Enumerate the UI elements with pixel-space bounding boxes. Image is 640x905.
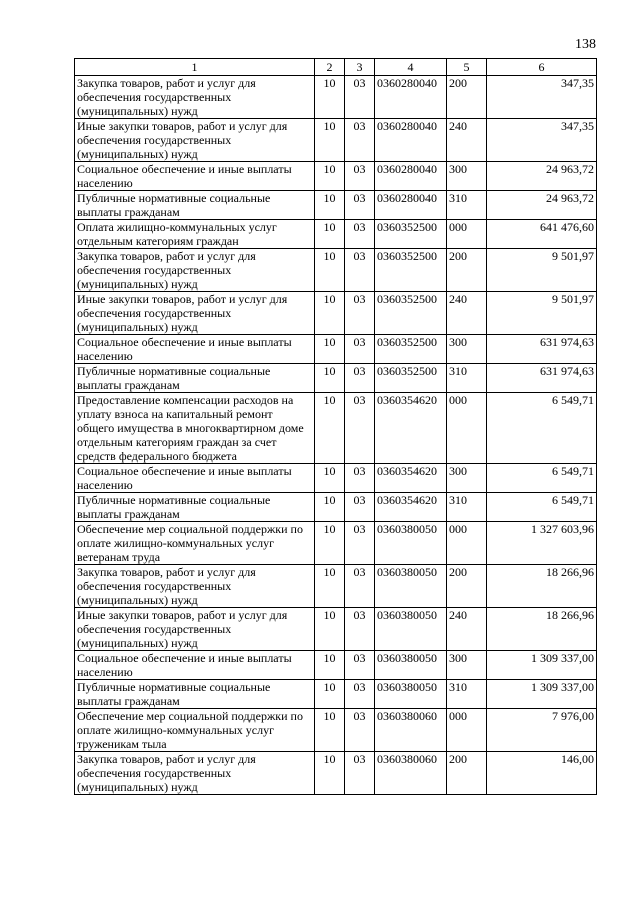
row-target-code: 0360280040 [375,191,447,220]
table-row [75,191,597,220]
row-section: 10 [315,493,345,522]
header-col-6: 6 [487,59,597,76]
table-row [75,119,597,162]
header-col-1: 1 [75,59,315,76]
row-target-code: 0360280040 [375,119,447,162]
row-amount: 9 501,97 [487,249,597,292]
row-name: Предоставление компенсации расходов на уплату взноса на капитальный ремонт общего имущества в многоквартирном доме отдельным категориям граждан за счет средств федерального бюджета [75,393,315,464]
row-target-code: 0360352500 [375,249,447,292]
row-amount: 18 266,96 [487,565,597,608]
page-number: 138 [575,37,596,52]
row-expense-type: 300 [447,335,487,364]
row-subsection: 03 [345,709,375,752]
table-row [75,249,597,292]
row-section: 10 [315,249,345,292]
row-subsection: 03 [345,119,375,162]
row-name: Оплата жилищно-коммунальных услуг отдельным категориям граждан [75,220,315,249]
row-amount: 7 976,00 [487,709,597,752]
row-amount: 347,35 [487,76,597,119]
row-section: 10 [315,119,345,162]
row-name: Социальное обеспечение и иные выплаты населению [75,464,315,493]
table-row [75,393,597,464]
row-name: Закупка товаров, работ и услуг для обеспечения государственных (муниципальных) нужд [75,565,315,608]
row-name: Публичные нормативные социальные выплаты гражданам [75,680,315,709]
row-target-code: 0360354620 [375,464,447,493]
row-target-code: 0360380050 [375,522,447,565]
row-subsection: 03 [345,335,375,364]
row-subsection: 03 [345,464,375,493]
table-row [75,565,597,608]
row-section: 10 [315,364,345,393]
row-section: 10 [315,680,345,709]
row-target-code: 0360380050 [375,680,447,709]
row-subsection: 03 [345,565,375,608]
row-name: Публичные нормативные социальные выплаты гражданам [75,493,315,522]
table-row [75,292,597,335]
row-section: 10 [315,335,345,364]
row-subsection: 03 [345,522,375,565]
row-expense-type: 310 [447,364,487,393]
row-section: 10 [315,464,345,493]
row-expense-type: 300 [447,162,487,191]
row-subsection: 03 [345,651,375,680]
table-row [75,608,597,651]
row-subsection: 03 [345,393,375,464]
row-target-code: 0360352500 [375,220,447,249]
row-target-code: 0360380050 [375,565,447,608]
row-section: 10 [315,608,345,651]
header-col-4: 4 [375,59,447,76]
header-col-3: 3 [345,59,375,76]
row-subsection: 03 [345,191,375,220]
row-expense-type: 310 [447,680,487,709]
row-name: Закупка товаров, работ и услуг для обеспечения государственных (муниципальных) нужд [75,249,315,292]
row-section: 10 [315,292,345,335]
row-name: Иные закупки товаров, работ и услуг для обеспечения государственных (муниципальных) нужд [75,292,315,335]
row-name: Публичные нормативные социальные выплаты гражданам [75,364,315,393]
row-name: Социальное обеспечение и иные выплаты населению [75,651,315,680]
row-subsection: 03 [345,76,375,119]
row-target-code: 0360380060 [375,752,447,795]
row-subsection: 03 [345,220,375,249]
row-name: Обеспечение мер социальной поддержки по оплате жилищно-коммунальных услуг труженикам тыла [75,709,315,752]
header-col-5: 5 [447,59,487,76]
row-expense-type: 240 [447,292,487,335]
row-name: Иные закупки товаров, работ и услуг для обеспечения государственных (муниципальных) нужд [75,608,315,651]
row-amount: 6 549,71 [487,464,597,493]
row-section: 10 [315,220,345,249]
row-name: Иные закупки товаров, работ и услуг для обеспечения государственных (муниципальных) нужд [75,119,315,162]
table-row [75,464,597,493]
row-subsection: 03 [345,680,375,709]
row-target-code: 0360280040 [375,162,447,191]
table-row [75,220,597,249]
row-amount: 631 974,63 [487,335,597,364]
row-amount: 24 963,72 [487,162,597,191]
row-amount: 6 549,71 [487,393,597,464]
row-target-code: 0360380050 [375,651,447,680]
row-amount: 18 266,96 [487,608,597,651]
row-amount: 1 309 337,00 [487,680,597,709]
table-row [75,651,597,680]
table-row [75,364,597,393]
table-header [75,59,597,76]
row-amount: 6 549,71 [487,493,597,522]
row-expense-type: 000 [447,522,487,565]
row-subsection: 03 [345,292,375,335]
row-expense-type: 000 [447,709,487,752]
row-amount: 347,35 [487,119,597,162]
row-section: 10 [315,651,345,680]
row-name: Обеспечение мер социальной поддержки по оплате жилищно-коммунальных услуг ветеранам труда [75,522,315,565]
row-expense-type: 310 [447,493,487,522]
row-expense-type: 240 [447,608,487,651]
row-target-code: 0360354620 [375,393,447,464]
header-col-2: 2 [315,59,345,76]
row-target-code: 0360380060 [375,709,447,752]
row-section: 10 [315,191,345,220]
row-target-code: 0360352500 [375,335,447,364]
row-section: 10 [315,162,345,191]
row-name: Закупка товаров, работ и услуг для обеспечения государственных (муниципальных) нужд [75,76,315,119]
table-row [75,335,597,364]
row-subsection: 03 [345,162,375,191]
row-amount: 1 327 603,96 [487,522,597,565]
row-expense-type: 200 [447,752,487,795]
row-amount: 641 476,60 [487,220,597,249]
row-expense-type: 200 [447,76,487,119]
row-expense-type: 310 [447,191,487,220]
row-section: 10 [315,393,345,464]
row-amount: 24 963,72 [487,191,597,220]
row-section: 10 [315,565,345,608]
row-subsection: 03 [345,249,375,292]
row-section: 10 [315,709,345,752]
row-expense-type: 200 [447,565,487,608]
row-target-code: 0360280040 [375,76,447,119]
row-subsection: 03 [345,364,375,393]
row-target-code: 0360354620 [375,493,447,522]
table-row [75,709,597,752]
row-amount: 9 501,97 [487,292,597,335]
row-target-code: 0360352500 [375,292,447,335]
row-subsection: 03 [345,493,375,522]
row-expense-type: 000 [447,393,487,464]
row-subsection: 03 [345,752,375,795]
header-row [75,59,597,76]
row-expense-type: 200 [447,249,487,292]
row-expense-type: 000 [447,220,487,249]
row-expense-type: 240 [447,119,487,162]
row-expense-type: 300 [447,651,487,680]
row-target-code: 0360352500 [375,364,447,393]
row-section: 10 [315,752,345,795]
table-row [75,522,597,565]
row-name: Социальное обеспечение и иные выплаты населению [75,335,315,364]
table-body [75,76,597,795]
table-row [75,76,597,119]
row-amount: 1 309 337,00 [487,651,597,680]
table-row [75,493,597,522]
row-expense-type: 300 [447,464,487,493]
table-row [75,162,597,191]
row-name: Социальное обеспечение и иные выплаты населению [75,162,315,191]
budget-table [74,58,597,795]
row-name: Закупка товаров, работ и услуг для обеспечения государственных (муниципальных) нужд [75,752,315,795]
row-subsection: 03 [345,608,375,651]
row-name: Публичные нормативные социальные выплаты гражданам [75,191,315,220]
row-section: 10 [315,522,345,565]
table-row [75,752,597,795]
row-amount: 631 974,63 [487,364,597,393]
table-row [75,680,597,709]
row-amount: 146,00 [487,752,597,795]
row-section: 10 [315,76,345,119]
row-target-code: 0360380050 [375,608,447,651]
